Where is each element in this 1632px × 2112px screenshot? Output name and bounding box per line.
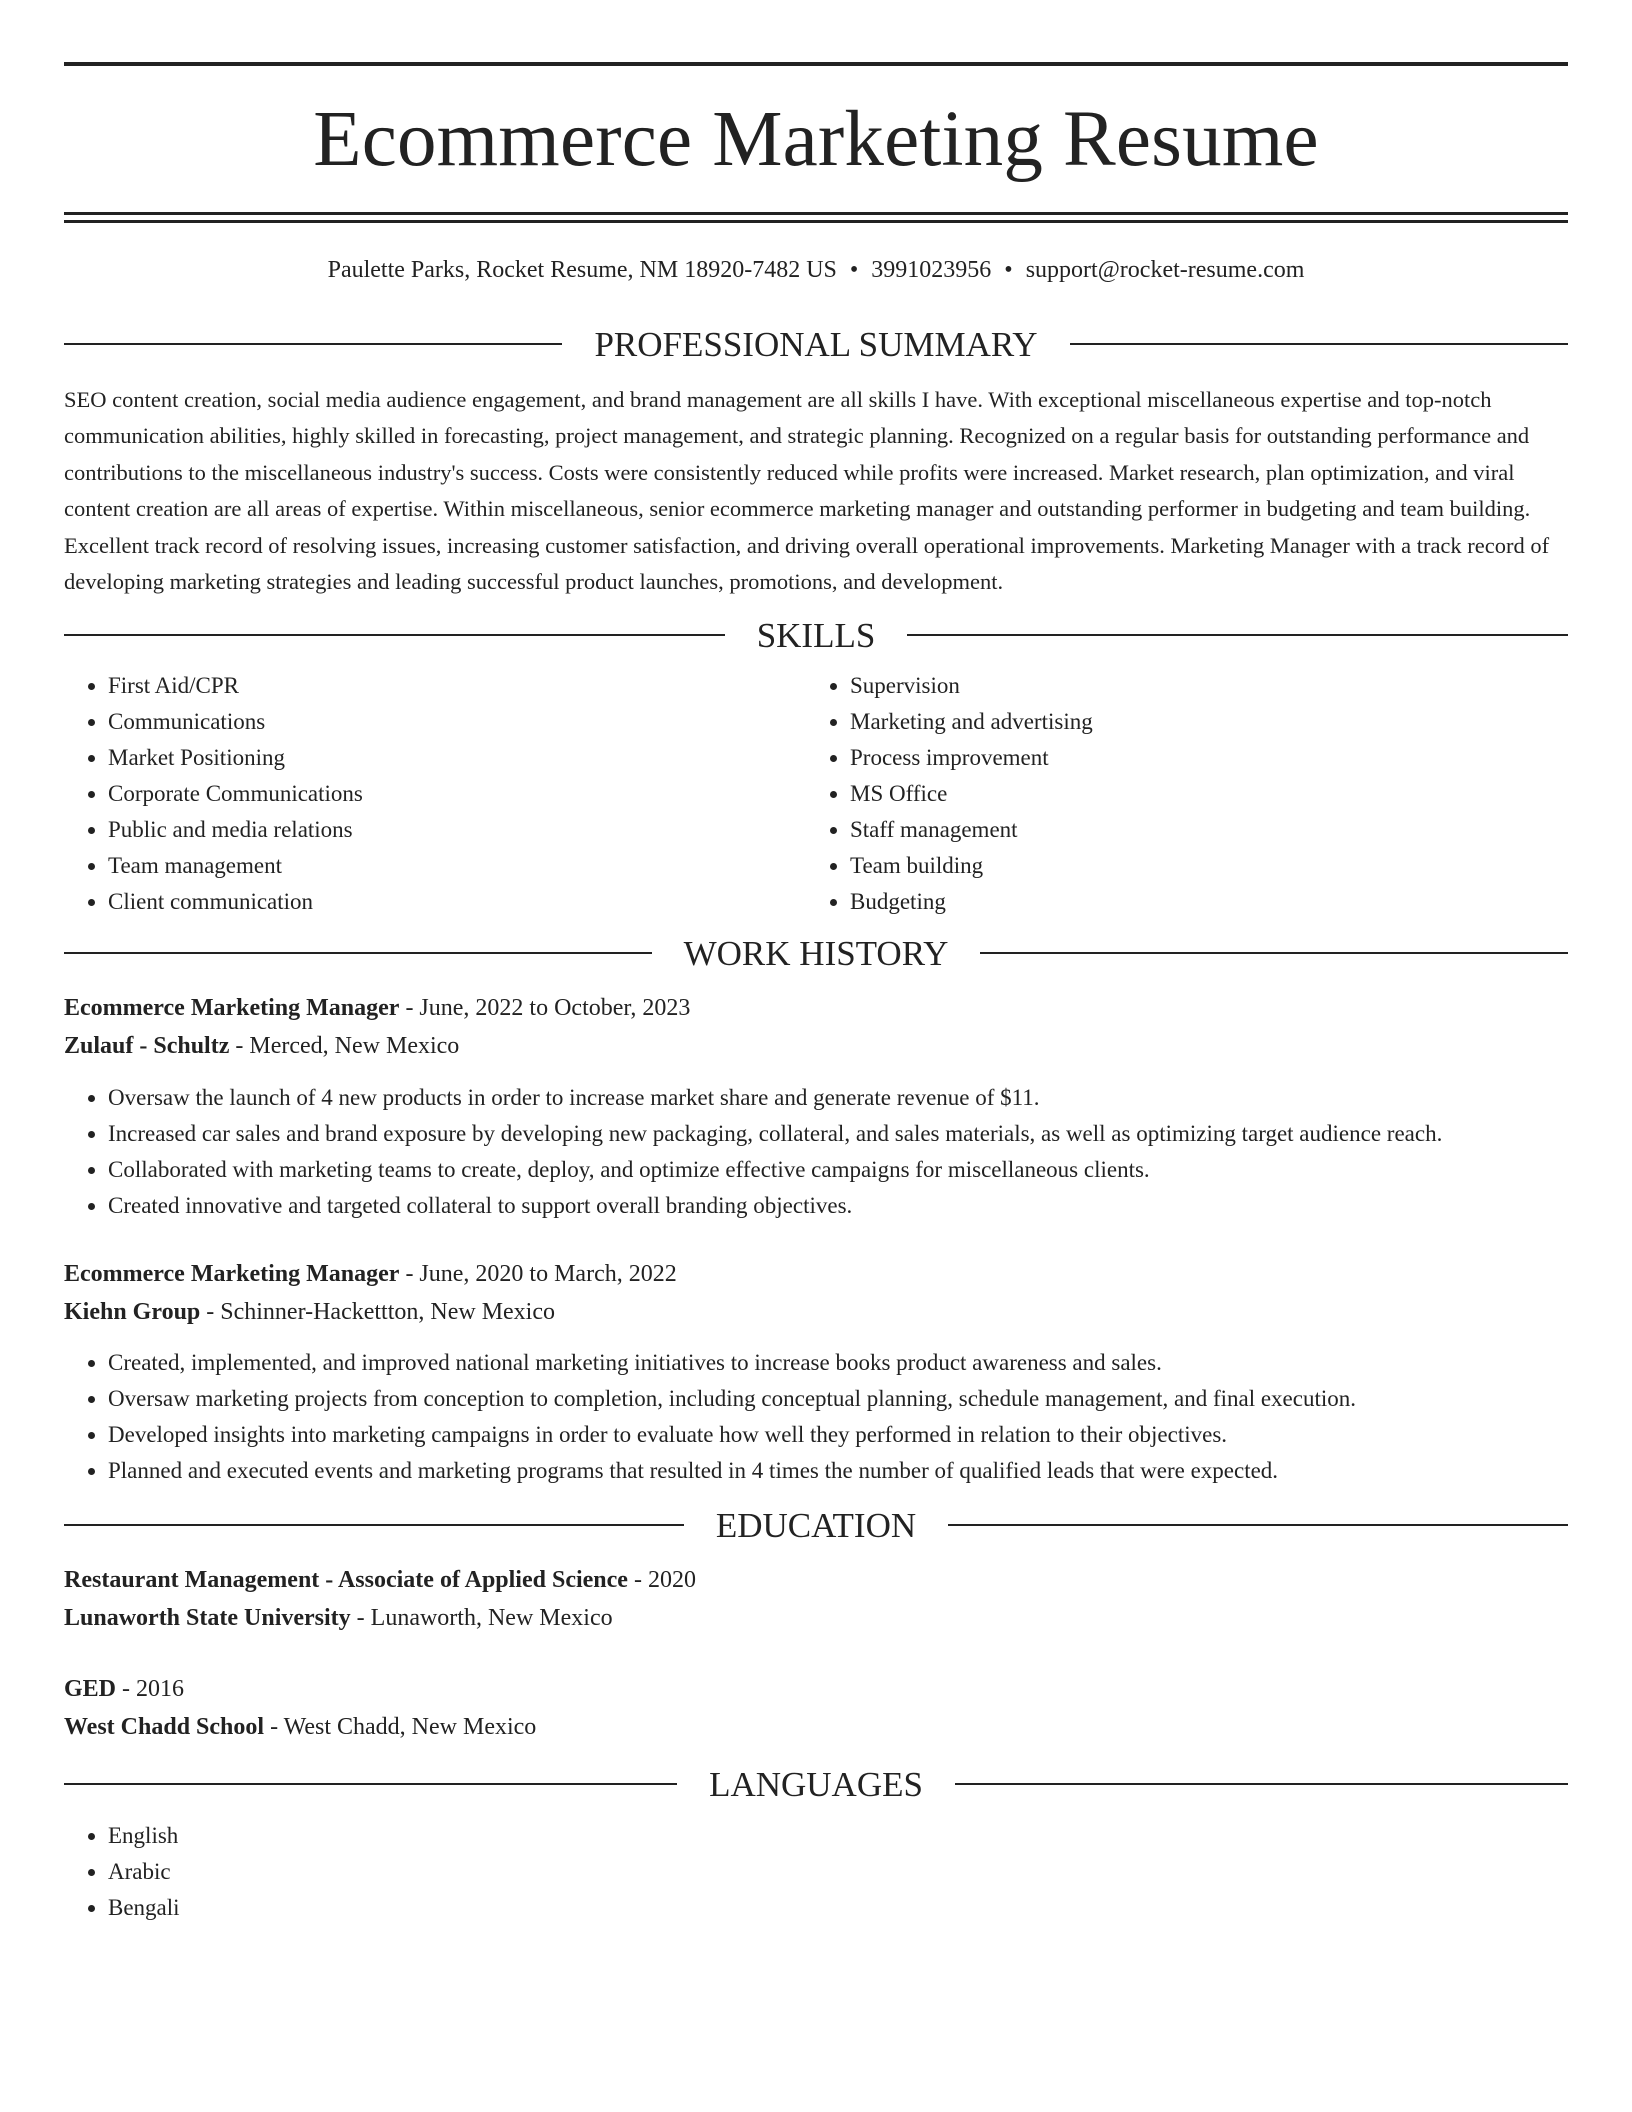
education-location: - West Chadd, New Mexico <box>270 1713 537 1740</box>
heading-rule <box>64 343 562 345</box>
languages-section-heading <box>64 1764 1568 1804</box>
education-school: Lunaworth State University <box>64 1604 351 1631</box>
job-bullets <box>64 1345 1568 1489</box>
skill-item: • Public and media relations <box>108 812 806 848</box>
job-bullet: • Oversaw marketing projects from conception to completion, including conceptual planning, schedule management, and final execution. <box>108 1381 1568 1417</box>
education-year: - 2020 <box>633 1566 696 1593</box>
education-location: - Lunaworth, New Mexico <box>356 1604 613 1631</box>
skill-item: • Corporate Communications <box>108 776 806 812</box>
language-item: • English <box>108 1818 1568 1854</box>
skill-item: • Market Positioning <box>108 740 806 776</box>
skill-item: • Team building <box>850 848 1568 884</box>
skill-item: • Process improvement <box>850 740 1568 776</box>
job-company: Kiehn Group <box>64 1298 201 1325</box>
title-double-rule <box>64 212 1568 223</box>
contact-phone: 3991023956 <box>871 257 992 283</box>
job-dates: - June, 2020 to March, 2022 <box>405 1260 677 1287</box>
heading-rule <box>907 634 1568 636</box>
education-entry <box>64 1670 1568 1746</box>
education-school: West Chadd School <box>64 1713 265 1740</box>
summary-section-heading <box>64 324 1568 364</box>
languages-list <box>64 1818 1568 1926</box>
job-bullet: • Planned and executed events and marketing programs that resulted in 4 times the number of qualified leads that were expected. <box>108 1453 1568 1489</box>
job-entry <box>64 989 1568 1224</box>
job-title: Ecommerce Marketing Manager <box>64 994 400 1021</box>
heading-rule <box>955 1783 1568 1785</box>
education-school-line <box>64 1708 1568 1746</box>
top-rule <box>64 62 1568 66</box>
education-degree-line <box>64 1561 1568 1599</box>
contact-separator: • <box>849 257 859 283</box>
skills-column-left <box>64 668 806 920</box>
education-school-line <box>64 1599 1568 1637</box>
heading-rule <box>64 1783 677 1785</box>
skills-column-right <box>806 668 1568 920</box>
languages-heading-label: LANGUAGES <box>709 1764 923 1804</box>
job-bullet: • Increased car sales and brand exposure by developing new packaging, collateral, and sales materials, as well as optimizing target audience reach. <box>108 1116 1568 1152</box>
job-dates: - June, 2022 to October, 2023 <box>405 994 691 1021</box>
job-entry <box>64 1255 1568 1489</box>
job-title-line <box>64 989 1568 1027</box>
heading-rule <box>1070 343 1568 345</box>
job-bullet: • Collaborated with marketing teams to create, deploy, and optimize effective campaigns for miscellaneous clients. <box>108 1152 1568 1188</box>
education-degree-line <box>64 1670 1568 1708</box>
contact-line <box>64 256 1568 285</box>
heading-rule <box>64 1524 684 1526</box>
heading-rule <box>64 952 652 954</box>
education-year: - 2016 <box>122 1675 185 1702</box>
skill-item: • Marketing and advertising <box>850 704 1568 740</box>
resume-title: Ecommerce Marketing Resume <box>313 96 1319 183</box>
contact-separator: • <box>1004 257 1013 283</box>
job-bullet: • Oversaw the launch of 4 new products in order to increase market share and generate revenue of $11. <box>108 1080 1568 1116</box>
skills-heading-label: SKILLS <box>756 615 876 655</box>
skill-item: • Client communication <box>108 884 806 920</box>
heading-rule <box>980 952 1568 954</box>
education-degree: Restaurant Management - Associate of Applied Science <box>64 1566 628 1593</box>
summary-heading-label: PROFESSIONAL SUMMARY <box>594 324 1038 364</box>
summary-text: SEO content creation, social media audience engagement, and brand management are all skills I have. With exceptional miscellaneous expertise and top-notch communication abilities, highly skilled in forecasting, project management, and strategic planning. Recognized on a regular basis for outstanding performance and contributions to the miscellaneous industry's success. Costs were consistently reduced while profits were increased. Market research, plan optimization, and viral content creation are all areas of expertise. Within miscellaneous, senior ecommerce marketing manager and outstanding performer in budgeting and team building. Excellent track record of resolving issues, increasing customer satisfaction, and driving overall operational improvements. Marketing Manager with a track record of developing marketing strategies and leading successful product launches, promotions, and development. <box>64 386 1550 595</box>
education-degree: GED <box>64 1675 117 1702</box>
language-item: • Bengali <box>108 1890 1568 1926</box>
skills-grid <box>64 668 1568 920</box>
work-heading-label: WORK HISTORY <box>683 933 949 973</box>
job-bullets <box>64 1080 1568 1224</box>
skill-item: • Budgeting <box>850 884 1568 920</box>
skill-item: • Supervision <box>850 668 1568 704</box>
job-bullet: • Created, implemented, and improved national marketing initiatives to increase books product awareness and sales. <box>108 1345 1568 1381</box>
skill-item: • First Aid/CPR <box>108 668 806 704</box>
skill-item: • Staff management <box>850 812 1568 848</box>
heading-rule <box>948 1524 1568 1526</box>
job-title-line <box>64 1255 1568 1293</box>
work-section-heading <box>64 933 1568 973</box>
heading-rule <box>64 634 725 636</box>
job-company-line <box>64 1027 1568 1065</box>
education-entry <box>64 1561 1568 1637</box>
job-company: Zulauf - Schultz <box>64 1032 230 1059</box>
skill-item: • Team management <box>108 848 806 884</box>
education-heading-label: EDUCATION <box>715 1505 917 1545</box>
contact-email: support@rocket-resume.com <box>1025 257 1305 283</box>
job-title: Ecommerce Marketing Manager <box>64 1260 400 1287</box>
job-location: - Schinner-Hackettton, New Mexico <box>206 1298 556 1325</box>
language-item: • Arabic <box>108 1854 1568 1890</box>
job-company-line <box>64 1293 1568 1331</box>
contact-address: Paulette Parks, Rocket Resume, NM 18920-7482 US <box>327 257 837 283</box>
job-bullet: • Created innovative and targeted collateral to support overall branding objectives. <box>108 1188 1568 1224</box>
skills-section-heading <box>64 615 1568 655</box>
job-bullet: • Developed insights into marketing campaigns in order to evaluate how well they performed in relation to their objectives. <box>108 1417 1568 1453</box>
skill-item: • Communications <box>108 704 806 740</box>
skill-item: • MS Office <box>850 776 1568 812</box>
job-location: - Merced, New Mexico <box>235 1032 460 1059</box>
education-section-heading <box>64 1505 1568 1545</box>
